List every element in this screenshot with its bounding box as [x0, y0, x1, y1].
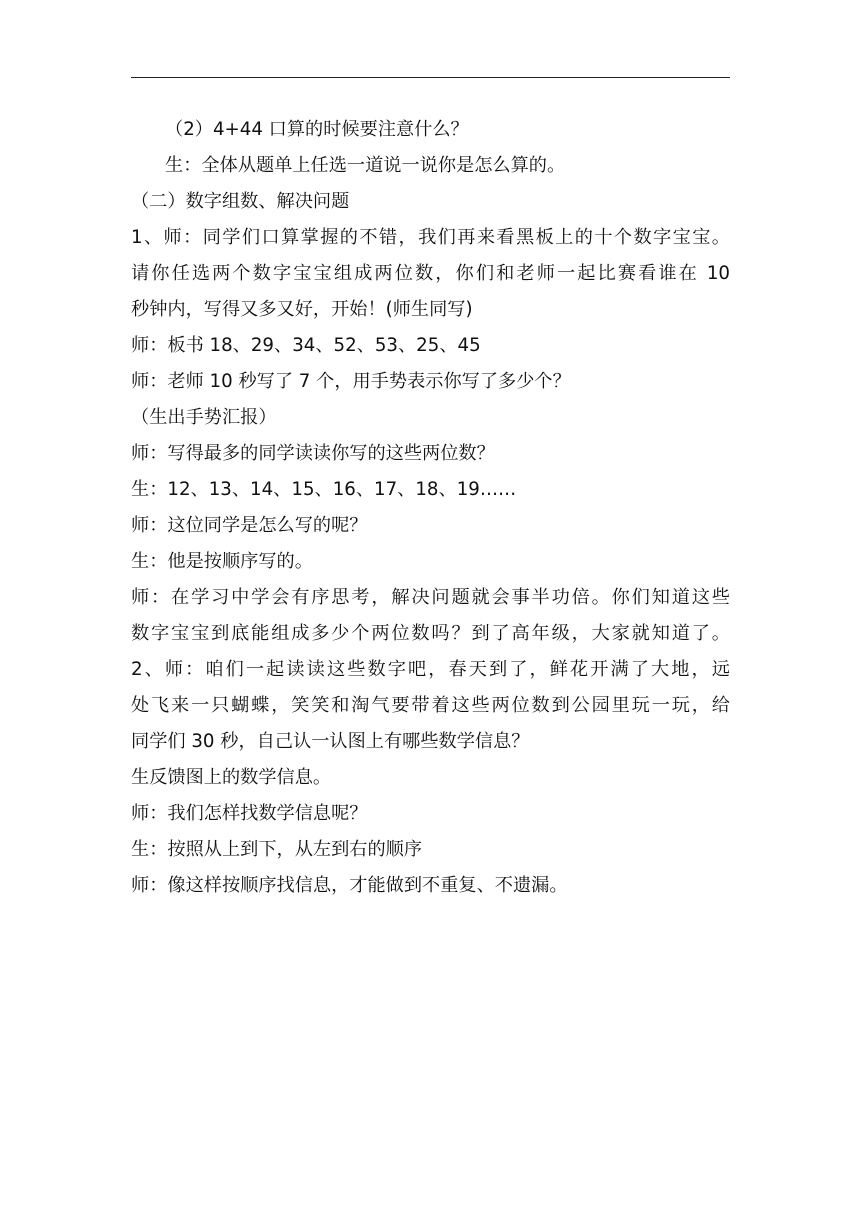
text-line: 请你任选两个数字宝宝组成两位数，你们和老师一起比赛看谁在 10	[131, 263, 730, 284]
text-line: 师：像这样按顺序找信息，才能做到不重复、不遗漏。	[131, 875, 568, 896]
text-line: 生：12、13、14、15、16、17、18、19……	[131, 479, 517, 500]
text-line: 秒钟内，写得又多又好，开始！(师生同写)	[131, 299, 473, 320]
section-heading: （二）数字组数、解决问题	[131, 191, 350, 212]
text-line: 师：这位同学是怎么写的呢？	[131, 515, 368, 536]
text-line: 师：老师 10 秒写了 7 个，用手势表示你写了多少个？	[131, 371, 571, 392]
text-line: 生反馈图上的数学信息。	[131, 767, 332, 788]
text-line: 师：在学习中学会有序思考，解决问题就会事半功倍。你们知道这些	[131, 587, 730, 608]
text-line: 师：板书 18、29、34、52、53、25、45	[131, 335, 481, 356]
text-line: （生出手势汇报）	[131, 407, 277, 428]
text-line: 处飞来一只蝴蝶，笑笑和淘气要带着这些两位数到公园里玩一玩，给	[131, 695, 730, 716]
text-line: （2）4+44 口算的时候要注意什么？	[165, 119, 469, 140]
text-line: 生：按照从上到下，从左到右的顺序	[131, 839, 423, 860]
text-line: 生：他是按顺序写的。	[131, 551, 313, 572]
text-line: 生：全体从题单上任选一道说一说你是怎么算的。	[165, 155, 566, 176]
header-rule	[131, 77, 730, 78]
text-line: 数字宝宝到底能组成多少个两位数吗？到了高年级，大家就知道了。	[131, 623, 730, 644]
text-line: 1、师：同学们口算掌握的不错，我们再来看黑板上的十个数字宝宝。	[131, 227, 730, 248]
text-line: 师：写得最多的同学读读你写的这些两位数？	[131, 443, 495, 464]
document-body	[131, 112, 730, 904]
text-line: 2、师：咱们一起读读这些数字吧，春天到了，鲜花开满了大地，远	[131, 659, 730, 680]
text-line: 师：我们怎样找数学信息呢？	[131, 803, 368, 824]
text-line: 同学们 30 秒，自己认一认图上有哪些数学信息？	[131, 731, 530, 752]
